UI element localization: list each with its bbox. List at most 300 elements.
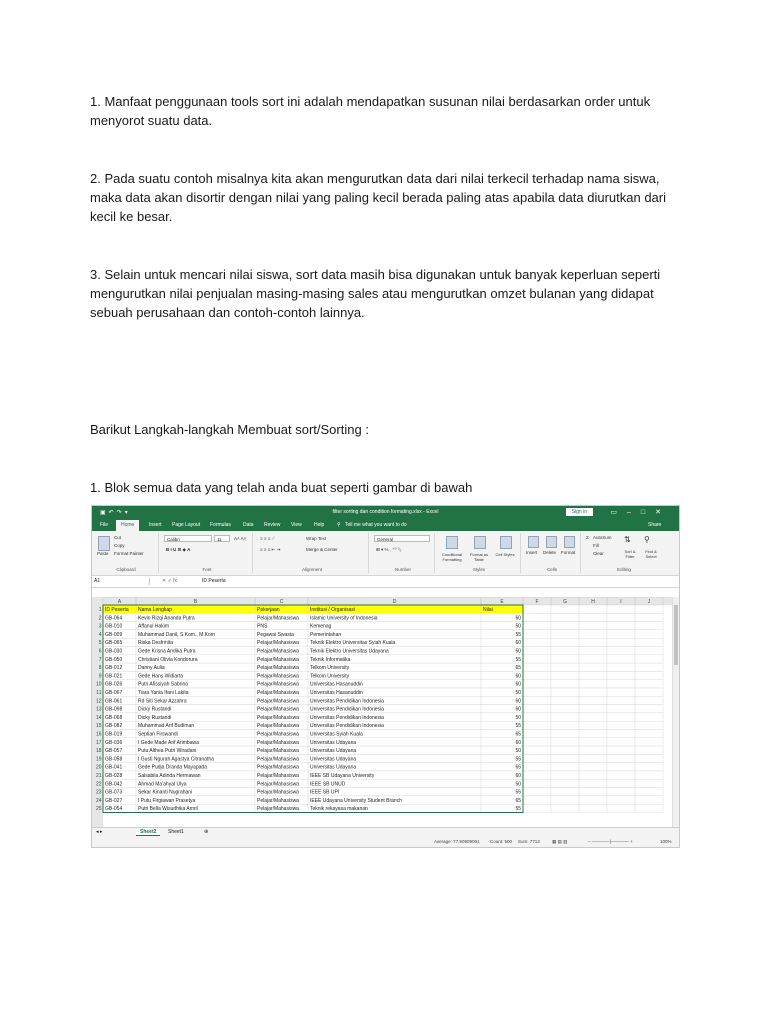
delete-button[interactable]: Delete	[543, 550, 557, 555]
table-cell[interactable]	[635, 663, 663, 671]
vertical-scrollbar[interactable]	[672, 597, 679, 827]
table-cell[interactable]	[523, 713, 551, 721]
cell-value: Pelajar/Mahasiswa	[257, 665, 299, 672]
table-cell[interactable]	[635, 630, 663, 638]
cell-value: 50	[515, 748, 521, 755]
table-cell[interactable]	[551, 613, 579, 621]
table-cell[interactable]	[551, 788, 579, 796]
table-cell[interactable]	[579, 730, 607, 738]
cell-value: GB-050	[105, 656, 123, 663]
sort-filter-button[interactable]: Sort & Filter	[624, 549, 636, 559]
tab-file[interactable]: File	[100, 522, 109, 528]
align-icons-2[interactable]: ≡ ≡ ≡ ⇤ ⇥	[260, 547, 281, 552]
table-cell[interactable]	[551, 721, 579, 729]
step-1: 1. Blok semua data yang telah anda buat seperti gambar di bawah	[90, 480, 473, 495]
autosum-icon[interactable]: Σ	[586, 535, 589, 540]
cell-value: Universitas Hasanuddin	[310, 690, 363, 696]
cell-value: 50	[515, 623, 521, 630]
table-cell[interactable]	[523, 730, 551, 738]
cell-value: 65	[515, 731, 521, 738]
table-cell[interactable]	[579, 746, 607, 754]
table-cell[interactable]	[635, 613, 663, 621]
bold-italic-underline-icons[interactable]: B I U ⊞ ◆ A	[166, 547, 191, 552]
table-cell[interactable]	[607, 779, 635, 787]
cell-value: Rd Siti Sekar Azzahra	[138, 698, 187, 705]
cell-value: Pelajar/Mahasiswa	[257, 714, 299, 721]
table-cell[interactable]	[635, 771, 663, 779]
cell-value: Universitas Hasanuddin	[310, 681, 363, 688]
tab-page-layout[interactable]: Page Layout	[172, 522, 201, 528]
table-cell[interactable]	[607, 630, 635, 638]
table-cell[interactable]	[579, 671, 607, 679]
cell-value: PNS	[257, 623, 268, 630]
find-select-icon[interactable]: ⚲	[644, 535, 650, 544]
row-number: 24	[95, 797, 102, 804]
table-cell[interactable]	[635, 622, 663, 630]
table-cell[interactable]	[607, 730, 635, 738]
table-cell[interactable]	[607, 688, 635, 696]
name-box[interactable]: A1	[94, 578, 150, 585]
table-cell[interactable]	[607, 638, 635, 646]
table-cell[interactable]	[635, 696, 663, 704]
table-cell[interactable]	[607, 713, 635, 721]
cell-value: 60	[515, 615, 521, 622]
table-cell[interactable]	[635, 796, 663, 804]
table-cell[interactable]	[607, 671, 635, 679]
window-controls[interactable]: ▭–□✕	[610, 509, 671, 516]
cell-value: Pegawai Swasta	[257, 631, 294, 638]
table-cell[interactable]	[579, 796, 607, 804]
table-cell[interactable]	[523, 663, 551, 671]
font-name-select[interactable]: Calibri	[164, 535, 212, 542]
group-styles	[438, 533, 521, 573]
table-cell[interactable]	[607, 622, 635, 630]
table-cell[interactable]	[635, 746, 663, 754]
cell-value: Gede Hans Widiarta	[138, 673, 184, 680]
cell-value: Putri Bella Wisudhika Amril	[138, 806, 198, 813]
formula-input[interactable]: ID Peserta	[202, 578, 226, 584]
cell-value: 60	[515, 681, 521, 688]
cell-value: Universitas Pendidikan Indonesia	[310, 714, 384, 721]
table-cell[interactable]	[523, 622, 551, 630]
insert-button[interactable]: Insert	[526, 550, 538, 555]
table-cell[interactable]	[635, 671, 663, 679]
row-number: 11	[96, 690, 102, 696]
align-icons[interactable]: ≡ ≡ ≡ ⟋	[260, 536, 275, 541]
table-cell[interactable]	[635, 779, 663, 787]
table-cell[interactable]	[551, 663, 579, 671]
table-cell[interactable]	[579, 779, 607, 787]
cell-value: Pelajar/Mahasiswa	[257, 690, 299, 696]
table-cell[interactable]	[607, 738, 635, 746]
cell-value: 65	[515, 764, 521, 771]
column-header-label: A	[117, 599, 122, 605]
cell-value: 55	[515, 789, 521, 796]
table-cell[interactable]	[607, 680, 635, 688]
table-cell[interactable]	[551, 696, 579, 704]
table-cell[interactable]	[551, 630, 579, 638]
quick-access-icons[interactable]: ▣↶↷▾	[100, 510, 131, 516]
cell-value: GB-042	[105, 781, 123, 788]
cell-value: 50	[515, 690, 521, 696]
table-cell[interactable]	[607, 613, 635, 621]
cell-value: Pelajar/Mahasiswa	[257, 773, 299, 779]
table-cell[interactable]	[635, 647, 663, 655]
merge-center-button[interactable]: Merge & Center	[306, 547, 338, 552]
group-alignment	[256, 533, 369, 573]
tab-home[interactable]: Home	[116, 520, 139, 531]
table-cell[interactable]	[607, 655, 635, 663]
table-cell[interactable]	[607, 796, 635, 804]
table-cell[interactable]	[551, 771, 579, 779]
table-cell[interactable]	[635, 705, 663, 713]
header-cell-label: Nama Lengkap	[138, 607, 172, 613]
cell-styles-icon[interactable]	[500, 536, 512, 549]
row-number: 16	[95, 731, 102, 738]
table-cell[interactable]	[579, 788, 607, 796]
table-cell[interactable]	[523, 638, 551, 646]
format-table-icon[interactable]	[474, 536, 486, 549]
cell-value: Pelajar/Mahasiswa	[257, 673, 299, 680]
autosum-button[interactable]: AutoSum	[593, 535, 612, 540]
cell-value: GB-064	[105, 615, 123, 622]
table-cell[interactable]	[579, 622, 607, 630]
table-cell[interactable]	[635, 730, 663, 738]
font-grow-icon[interactable]: A˄ A˅	[234, 536, 247, 541]
tab-sheet2[interactable]: Sheet2	[136, 829, 160, 836]
table-cell[interactable]	[523, 763, 551, 771]
table-cell[interactable]	[579, 754, 607, 762]
ribbon-tabs	[92, 519, 679, 531]
cell-value: Affanul Hakim	[138, 623, 170, 630]
tab-insert[interactable]: Insert	[149, 522, 162, 528]
tab-sheet1[interactable]: Sheet1	[168, 829, 184, 835]
font-size-select[interactable]: 11	[214, 535, 230, 542]
table-cell[interactable]	[308, 622, 481, 630]
paste-icon[interactable]	[98, 536, 110, 551]
table-cell[interactable]	[635, 655, 663, 663]
paste-label[interactable]: Paste	[97, 551, 109, 556]
table-cell[interactable]	[607, 705, 635, 713]
cell-value: Pelajar/Mahasiswa	[257, 615, 299, 622]
row-number: 19	[95, 756, 102, 763]
table-cell[interactable]	[579, 696, 607, 704]
cell-value: Pelajar/Mahasiswa	[257, 698, 299, 705]
row-number: 25	[95, 806, 102, 813]
cell-value: Ahmad Ma'ahyal Ulya	[138, 781, 187, 788]
table-cell[interactable]	[607, 721, 635, 729]
format-button[interactable]: Format	[561, 550, 576, 555]
table-cell[interactable]	[551, 647, 579, 655]
cell-value: IEEE SB Udayana University	[310, 773, 375, 779]
table-cell[interactable]	[523, 705, 551, 713]
cell-value: 60	[515, 673, 521, 680]
table-cell[interactable]	[579, 638, 607, 646]
table-cell[interactable]	[523, 721, 551, 729]
cell-value: Gede Krisna Andika Putra	[138, 648, 196, 655]
cell-value: Universitas Udayana	[310, 739, 357, 746]
table-cell[interactable]	[523, 804, 551, 812]
table-cell[interactable]	[523, 647, 551, 655]
cell-value: Universitas Udayana	[310, 748, 357, 755]
row-number: 2	[98, 615, 102, 622]
cell-value: Pelajar/Mahasiswa	[257, 789, 299, 796]
cell-value: I Putu Firgiawan Prasetya	[138, 797, 196, 804]
format-as-table-button[interactable]: Format as Table	[469, 552, 488, 562]
table-cell[interactable]	[635, 738, 663, 746]
table-cell[interactable]	[579, 655, 607, 663]
table-cell[interactable]	[607, 763, 635, 771]
table-cell[interactable]	[523, 788, 551, 796]
table-cell[interactable]	[523, 796, 551, 804]
tell-me-icon[interactable]: ⚲	[337, 522, 341, 528]
sign-in-button[interactable]: Sign in	[566, 508, 593, 516]
column-header-label: J	[647, 599, 651, 605]
table-cell[interactable]	[607, 647, 635, 655]
table-cell[interactable]	[579, 705, 607, 713]
cell-value: GB-067	[105, 690, 123, 696]
cell-value: GB-036	[105, 739, 123, 746]
table-cell[interactable]	[579, 630, 607, 638]
share-button[interactable]: Share	[648, 522, 662, 528]
cell-value: GB-065	[105, 640, 123, 647]
cell-value: 60	[515, 640, 521, 647]
table-cell[interactable]	[551, 763, 579, 771]
number-format-select[interactable]: General	[374, 535, 430, 542]
tab-data[interactable]: Data	[243, 522, 254, 528]
cell-value: Teknik Elektro Universitas Udayana	[310, 648, 389, 655]
table-cell[interactable]	[523, 771, 551, 779]
tell-me-search[interactable]: Tell me what you want to do	[345, 522, 407, 528]
table-cell[interactable]	[635, 713, 663, 721]
cell-value: Kemenag	[310, 623, 332, 630]
wrap-text-button[interactable]: Wrap Text	[306, 536, 327, 541]
table-cell[interactable]	[579, 738, 607, 746]
fx-icons[interactable]: ✕ ✓ fx	[162, 578, 178, 584]
header-cell-label: Institusi / Organisasi	[310, 607, 356, 613]
table-cell[interactable]	[551, 730, 579, 738]
table-cell[interactable]	[551, 705, 579, 713]
copy-button[interactable]: Copy	[114, 543, 125, 548]
cell-value: 50	[515, 781, 521, 788]
cells-label: Cells	[546, 567, 557, 572]
cell-value: IEEE SB UPI	[310, 789, 340, 796]
cell-value: Kevin Rizqi Ananda Putra	[138, 615, 195, 622]
row-number: 10	[95, 681, 102, 688]
table-cell[interactable]	[551, 638, 579, 646]
table-cell[interactable]	[579, 663, 607, 671]
font-label: Font	[202, 567, 212, 572]
header-cell[interactable]	[523, 605, 551, 613]
cut-button[interactable]: Cut	[114, 535, 122, 540]
table-cell[interactable]	[635, 804, 663, 812]
find-select-button[interactable]: Find & Select	[645, 549, 657, 559]
table-cell[interactable]	[523, 680, 551, 688]
cell-value: GB-021	[105, 673, 123, 680]
view-mode-icons[interactable]: ▦ ▤ ▥	[552, 839, 568, 844]
cell-value: GB-082	[105, 723, 123, 730]
table-cell[interactable]	[523, 671, 551, 679]
table-cell[interactable]	[607, 696, 635, 704]
table-cell[interactable]	[551, 796, 579, 804]
table-cell[interactable]	[551, 804, 579, 812]
format-painter-button[interactable]: Format Painter	[114, 551, 144, 556]
row-number: 22	[95, 781, 102, 788]
tab-review[interactable]: Review	[264, 522, 281, 528]
table-cell[interactable]	[551, 746, 579, 754]
table-cell[interactable]	[523, 696, 551, 704]
cell-value: Pelajar/Mahasiswa	[257, 731, 299, 738]
table-cell[interactable]	[579, 680, 607, 688]
header-cell[interactable]	[635, 605, 663, 613]
fill-button[interactable]: Fill	[593, 543, 599, 548]
group-font	[162, 533, 253, 573]
table-cell[interactable]	[551, 680, 579, 688]
zoom-slider[interactable]: – ————|———— +	[588, 839, 633, 844]
table-cell[interactable]	[579, 771, 607, 779]
table-cell[interactable]	[607, 663, 635, 671]
table-cell[interactable]	[523, 688, 551, 696]
scroll-thumb[interactable]	[674, 605, 678, 665]
cell-value: GB-028	[105, 773, 123, 779]
cell-value: 50	[515, 648, 521, 655]
table-cell[interactable]	[579, 613, 607, 621]
status-count: Count: 500	[490, 839, 513, 844]
table-cell[interactable]	[607, 771, 635, 779]
cell-value: 60	[515, 706, 521, 713]
table-cell[interactable]	[551, 738, 579, 746]
cell-value: Sekar Kinanti Nugrahani	[138, 789, 193, 796]
group-editing	[584, 533, 664, 573]
table-cell[interactable]	[607, 754, 635, 762]
cell-value: Telkom University	[310, 673, 350, 680]
cell-value: GB-030	[105, 648, 123, 655]
cell-value: 55	[515, 631, 521, 638]
table-cell[interactable]	[579, 713, 607, 721]
header-cell[interactable]	[607, 605, 635, 613]
cell-value: GB-061	[105, 698, 123, 705]
table-cell[interactable]	[635, 721, 663, 729]
cell-value: Islamic University of Indonesia	[310, 615, 378, 622]
table-cell[interactable]	[551, 688, 579, 696]
row-number: 23	[95, 789, 102, 796]
table-cell[interactable]	[635, 788, 663, 796]
cell-value: Universitas Udayana	[310, 764, 357, 771]
table-cell[interactable]	[551, 655, 579, 663]
cell-value: GB-026	[105, 681, 123, 688]
cell-value: GB-057	[105, 748, 123, 755]
cell-value: Pelajar/Mahasiswa	[257, 756, 299, 763]
delete-cells-icon[interactable]	[546, 536, 557, 548]
cell-value: Pemerintahan	[310, 631, 342, 638]
table-cell[interactable]	[635, 754, 663, 762]
table-cell[interactable]	[579, 804, 607, 812]
table-cell[interactable]	[551, 779, 579, 787]
cell-value: IEEE SB UNUD	[310, 781, 346, 788]
cell-value: Putu Althea Putri Wiradani	[138, 748, 197, 755]
row-number: 5	[98, 640, 102, 647]
table-cell[interactable]	[607, 804, 635, 812]
insert-cells-icon[interactable]	[528, 536, 539, 548]
cell-value: Pelajar/Mahasiswa	[257, 706, 299, 713]
number-format-icons[interactable]: ⊞ ▾ % , ⁺⁰ ⁰₀	[376, 547, 402, 552]
workbook-title: filter sorting dan condition formating.xlsx - Excel	[332, 509, 439, 515]
number-label: Number	[394, 567, 411, 572]
cell-value: GB-068	[105, 714, 123, 721]
header-cell-label: ID Peserta	[105, 607, 129, 613]
row-number: 20	[95, 764, 102, 771]
header-cell[interactable]	[551, 605, 579, 613]
tab-view[interactable]: View	[291, 522, 302, 528]
table-cell[interactable]	[635, 688, 663, 696]
conditional-formatting-icon[interactable]	[446, 536, 458, 549]
sheet-nav-icons[interactable]: ◂ ▸	[96, 829, 103, 835]
header-cell-label: Pekerjaan	[257, 607, 280, 613]
column-header-label: H	[591, 599, 595, 605]
spreadsheet-grid[interactable]	[92, 597, 672, 827]
table-cell[interactable]	[579, 721, 607, 729]
cell-value: Muhammad Danil, S.Kom., M.Kom	[138, 631, 215, 638]
tab-formulas[interactable]: Formulas	[210, 522, 231, 528]
row-number: 9	[98, 673, 102, 680]
row-number: 14	[95, 714, 102, 721]
format-cells-icon[interactable]	[564, 536, 575, 548]
cell-value: Pelajar/Mahasiswa	[257, 723, 299, 730]
table-cell[interactable]	[523, 655, 551, 663]
table-cell[interactable]	[523, 738, 551, 746]
table-cell[interactable]	[635, 680, 663, 688]
group-clipboard	[94, 533, 159, 573]
row-number: 7	[98, 656, 102, 663]
header-cell[interactable]	[579, 605, 607, 613]
table-cell[interactable]	[523, 779, 551, 787]
clear-button[interactable]: Clear	[593, 551, 604, 556]
table-cell[interactable]	[607, 746, 635, 754]
table-cell[interactable]	[551, 754, 579, 762]
ribbon-home	[92, 531, 679, 576]
row-number: 18	[95, 748, 102, 755]
add-sheet-icon[interactable]: ⊕	[204, 829, 209, 835]
table-cell[interactable]	[523, 754, 551, 762]
sheet-tabs	[92, 827, 679, 837]
table-cell[interactable]	[635, 763, 663, 771]
tab-help[interactable]: Help	[314, 522, 325, 528]
table-cell[interactable]	[579, 688, 607, 696]
column-header-label: F	[535, 599, 539, 605]
table-cell[interactable]	[551, 671, 579, 679]
header-cell-label: Nilai	[483, 607, 493, 613]
table-cell[interactable]	[523, 630, 551, 638]
table-cell[interactable]	[635, 638, 663, 646]
table-cell[interactable]	[579, 763, 607, 771]
cell-value: Tiara Yania Ifani Lakita	[138, 690, 189, 696]
alignment-label: Alignment	[301, 567, 322, 572]
table-cell[interactable]	[523, 746, 551, 754]
table-cell[interactable]	[551, 713, 579, 721]
sort-filter-icon[interactable]: ⇅	[624, 535, 631, 544]
table-cell[interactable]	[579, 647, 607, 655]
table-cell[interactable]	[523, 613, 551, 621]
cell-value: Universitas Udayana	[310, 756, 357, 763]
cell-styles-button[interactable]: Cell Styles	[495, 552, 515, 557]
cell-value: 65	[515, 665, 521, 672]
cell-value: Pelajar/Mahasiswa	[257, 797, 299, 804]
table-cell[interactable]	[607, 788, 635, 796]
conditional-formatting-button[interactable]: Conditional Formatting	[441, 552, 462, 562]
cell-value: Christiani Olivia Kondorura	[138, 656, 198, 663]
cell-value: Dicky Rustandi	[138, 714, 172, 721]
table-cell[interactable]	[551, 622, 579, 630]
